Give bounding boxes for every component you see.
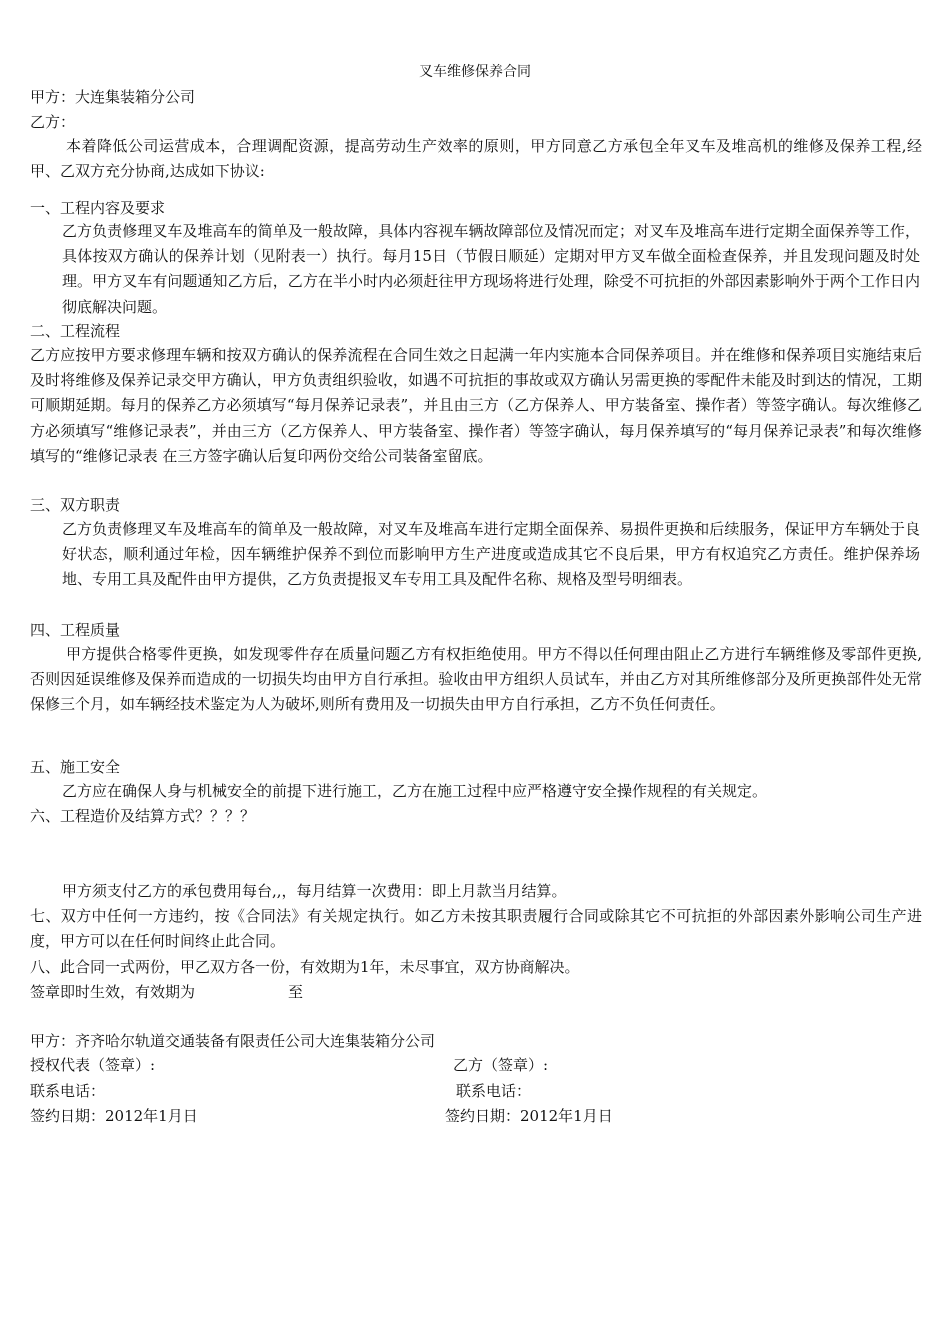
validity-text: 签章即时生效，有效期为 bbox=[30, 983, 196, 1001]
party-a-representative-label: 授权代表（签章）: bbox=[30, 1056, 156, 1074]
document-title: 叉车维修保养合同 bbox=[419, 64, 531, 80]
party-a-line: 甲方：大连集装箱分公司 bbox=[30, 88, 196, 106]
validity-to: 至 bbox=[288, 983, 304, 1001]
party-a-full-name: 甲方：齐齐哈尔轨道交通装备有限责任公司大连集装箱分公司 bbox=[30, 1032, 436, 1050]
party-b-phone-label: 联系电话： bbox=[456, 1082, 532, 1100]
section-6-body: 甲方须支付乙方的承包费用每台,,，每月结算一次费用：即上月款当月结算。 bbox=[62, 882, 567, 900]
party-b-line: 乙方： bbox=[30, 113, 76, 131]
section-4-body: 甲方提供合格零件更换，如发现零件存在质量问题乙方有权拒绝使用。甲方不得以任何理由阻止乙方进行车辆维修及零部件更换,否则因延误维修及保养而造成的一切损失均由甲方自行承担。验收由甲方组织人员试车，并由乙方对其所维修部分及所更换部件处无常保修三个月，如车辆经技术鉴定为人为破坏,则所有费用及一切损失由甲方自行承担，乙方不负任何责任。 bbox=[30, 645, 922, 714]
preamble-paragraph: 本着降低公司运营成本，合理调配资源，提高劳动生产效率的原则，甲方同意乙方承包全年叉车及堆高机的维修及保养工程,经甲、乙双方充分协商,达成如下协议: bbox=[30, 137, 922, 181]
section-3-body: 乙方负责修理叉车及堆高车的简单及一般故障，对叉车及堆高车进行定期全面保养、易损件更换和后续服务，保证甲方车辆处于良好状态，顺利通过年检，因车辆维护保养不到位而影响甲方生产进度或造成其它不良后果，甲方有权追究乙方责任。维护保养场地、专用工具及配件由甲方提供，乙方负责提报叉车专用工具及配件名称、规格及型号明细表。 bbox=[62, 520, 920, 589]
section-2-heading: 二、工程流程 bbox=[30, 322, 121, 340]
section-1-heading: 一、工程内容及要求 bbox=[30, 199, 166, 217]
section-3-heading: 三、双方职责 bbox=[30, 496, 121, 514]
section-6-heading: 六、工程造价及结算方式？？？？ bbox=[30, 807, 256, 825]
section-7-paragraph: 七、双方中任何一方违约，按《合同法》有关规定执行。如乙方未按其职责履行合同或除其它不可抗拒的外部因素外影响公司生产进度，甲方可以在任何时间终止此合同。 bbox=[30, 907, 922, 951]
section-1-body: 乙方负责修理叉车及堆高车的简单及一般故障，具体内容视车辆故障部位及情况而定；对叉车及堆高车进行定期全面保养等工作，具体按双方确认的保养计划（见附表一）执行。每月15日（节假日顺延）定期对甲方叉车做全面检查保养，并且发现问题及时处理。甲方叉车有问题通知乙方后，乙方在半小时内必须赶往甲方现场将进行处理，除受不可抗拒的外部因素影响外于两个工作日内彻底解决问题。 bbox=[62, 222, 920, 316]
section-4-heading: 四、工程质量 bbox=[30, 621, 121, 639]
section-8-paragraph: 八、此合同一式两份，甲乙双方各一份，有效期为1年，未尽事宜，双方协商解决。 bbox=[30, 958, 580, 976]
party-a-phone-label: 联系电话： bbox=[30, 1082, 106, 1100]
party-a-sign-date: 签约日期：2012年1月日 bbox=[30, 1107, 198, 1125]
party-b-sign-date: 签约日期：2012年1月日 bbox=[445, 1107, 613, 1125]
section-5-heading: 五、施工安全 bbox=[30, 758, 121, 776]
party-b-signature-label: 乙方（签章）: bbox=[453, 1056, 549, 1074]
section-5-body: 乙方应在确保人身与机械安全的前提下进行施工，乙方在施工过程中应严格遵守安全操作规程的有关规定。 bbox=[62, 782, 768, 800]
section-2-body: 乙方应按甲方要求修理车辆和按双方确认的保养流程在合同生效之日起满一年内实施本合同保养项目。并在维修和保养项目实施结束后及时将维修及保养记录交甲方确认，甲方负责组织验收，如遇不可抗拒的事故或双方确认另需更换的零配件未能及时到达的情况，工期可顺期延期。每月的保养乙方必须填写“每月保养记录表”，并且由三方（乙方保养人、甲方装备室、操作者）等签字确认。每次维修乙方必须填写“维修记录表”，并由三方（乙方保养人、甲方装备室、操作者）等签字确认，每月保养填写的“每月保养记录表”和每次维修填写的“维修记录表 在三方签字确认后复印两份交给公司装备室留底。 bbox=[30, 346, 922, 465]
